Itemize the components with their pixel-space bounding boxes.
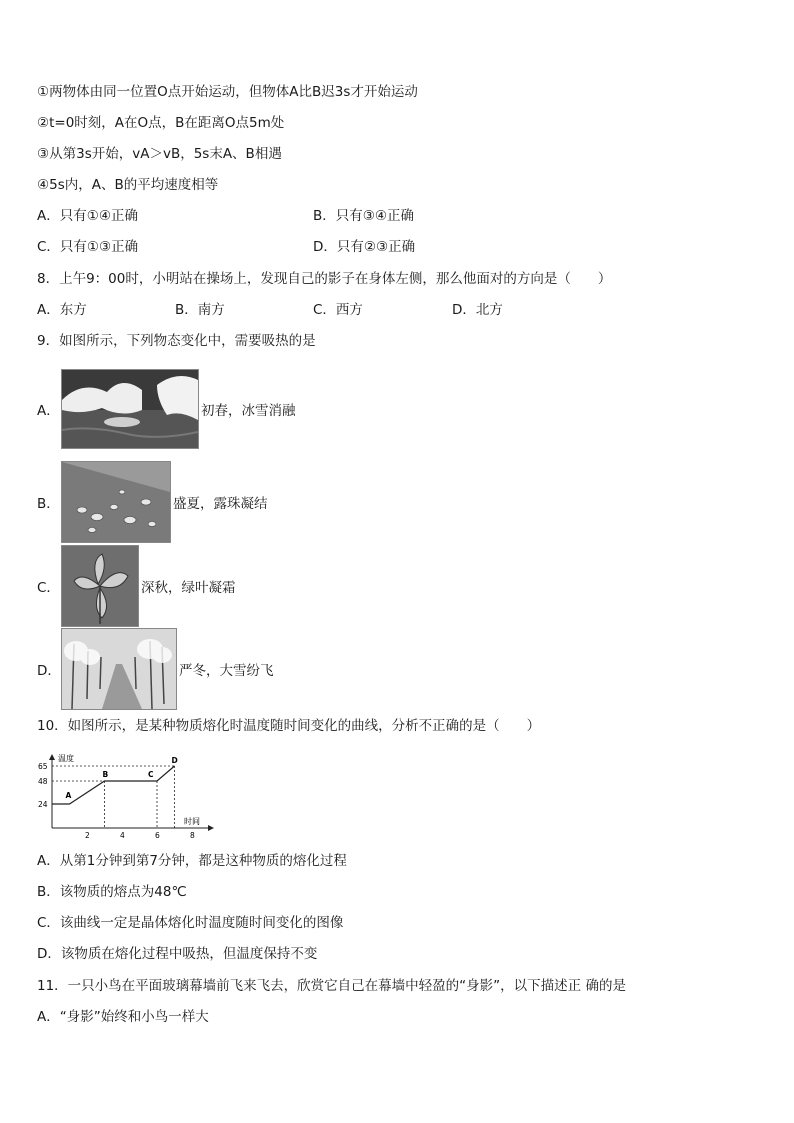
q11-option-a[interactable]: A．“身影”始终和小鸟一样大 <box>37 1009 209 1025</box>
dew-drops-photo-icon <box>61 461 171 543</box>
y-tick-label: 65 <box>38 762 48 771</box>
q7-statement-3: ③从第3s开始，vA＞vB，5s末A、B相遇 <box>37 146 282 162</box>
q10-option-d[interactable]: D．该物质在熔化过程中吸热，但温度保持不变 <box>37 946 318 962</box>
point-label-d: D <box>171 756 178 765</box>
q11-stem: 11．一只小鸟在平面玻璃幕墙前飞来飞去，欣赏它自己在幕墙中轻盈的“身影”，以下描述正 确的是 <box>37 978 626 994</box>
point-label-b: B <box>102 770 109 779</box>
frosted-leaves-photo-icon <box>61 545 139 627</box>
q9-option-b-letter: B． <box>37 496 60 512</box>
q7-statement-4: ④5s内，A、B的平均速度相等 <box>37 177 219 193</box>
x-tick-label: 2 <box>85 831 90 840</box>
x-tick-label: 6 <box>155 831 160 840</box>
q9-stem: 9．如图所示，下列物态变化中，需要吸热的是 <box>37 333 316 349</box>
y-axis-label: 温度 <box>58 754 74 763</box>
q9-option-b-caption: 盛夏，露珠凝结 <box>173 496 268 512</box>
q9-option-d[interactable] <box>37 628 274 710</box>
q10-option-c[interactable]: C．该曲线一定是晶体熔化时温度随时间变化的图像 <box>37 915 344 931</box>
q10-option-a[interactable]: A．从第1分钟到第7分钟，都是这种物质的熔化过程 <box>37 853 347 869</box>
point-label-a: A <box>65 791 72 800</box>
q9-option-c[interactable] <box>37 545 236 627</box>
q9-option-a-caption: 初春，冰雪消融 <box>201 403 296 419</box>
q10-stem: 10．如图所示，是某种物质熔化时温度随时间变化的曲线，分析不正确的是（ ） <box>37 718 541 734</box>
q9-option-d-caption: 严冬，大雪纷飞 <box>179 663 274 679</box>
q9-option-d-letter: D． <box>37 663 61 679</box>
q10-option-b[interactable]: B．该物质的熔点为48℃ <box>37 884 187 900</box>
q8-option-d[interactable]: D．北方 <box>452 302 503 318</box>
point-label-c: C <box>148 770 154 779</box>
q7-option-d[interactable]: D．只有②③正确 <box>313 239 416 255</box>
q8-option-c[interactable]: C．西方 <box>313 302 363 318</box>
melting-ice-photo-icon <box>61 369 199 449</box>
q9-option-b[interactable] <box>37 461 268 543</box>
q9-option-a-letter: A． <box>37 403 60 419</box>
q8-option-b[interactable]: B．南方 <box>175 302 225 318</box>
x-tick-label: 4 <box>120 831 125 840</box>
melting-curve-chart <box>34 748 214 840</box>
x-tick-label: 8 <box>190 831 195 840</box>
q7-option-c[interactable]: C．只有①③正确 <box>37 239 139 255</box>
y-tick-label: 48 <box>38 777 48 786</box>
x-axis-label: 时间 <box>184 817 200 826</box>
q9-option-c-letter: C． <box>37 580 60 596</box>
q7-statement-2: ②t=0时刻，A在O点，B在距离O点5m处 <box>37 115 285 131</box>
q9-option-c-caption: 深秋，绿叶凝霜 <box>141 580 236 596</box>
q8-stem: 8．上午9：00时，小明站在操场上，发现自己的影子在身体左侧，那么他面对的方向是（ ） <box>37 271 612 287</box>
q7-statement-1: ①两物体由同一位置O点开始运动，但物体A比B迟3s才开始运动 <box>37 84 418 100</box>
q7-option-b[interactable]: B．只有③④正确 <box>313 208 414 224</box>
q8-option-a[interactable]: A．东方 <box>37 302 87 318</box>
snowy-road-photo-icon <box>61 628 177 710</box>
q9-option-a[interactable] <box>37 369 296 449</box>
y-tick-label: 24 <box>38 800 48 809</box>
q7-option-a[interactable]: A．只有①④正确 <box>37 208 138 224</box>
